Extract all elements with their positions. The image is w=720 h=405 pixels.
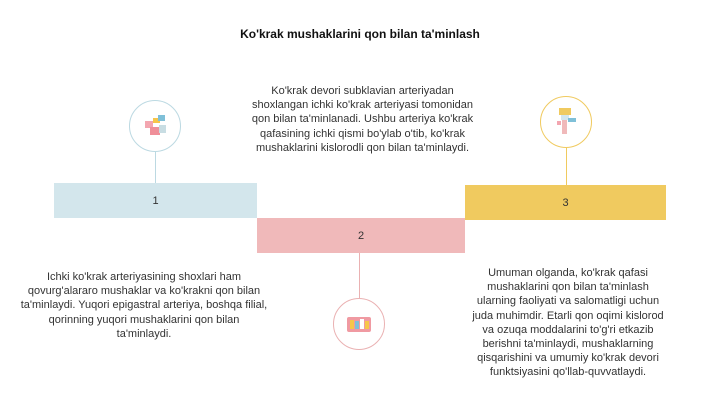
step-2-description: Ko'krak devori subklavian arteriyadan shoxlangan ichki ko'krak arteriyasi tomonidan qon bilan ta'minlanadi. Ushbu arteriya ko'krak qafasining ichki qismi bo'ylab o'tib, ko'krak mushaklarini kislorodli qon bilan ta'minlaydi. xyxy=(251,85,474,154)
step-1-icon-circle xyxy=(129,100,181,152)
step-1-number: 1 xyxy=(152,194,159,207)
connector-line-3 xyxy=(566,148,568,185)
connector-line-1 xyxy=(155,152,157,183)
toolbox-icon xyxy=(334,299,384,349)
diagram-title: Ko'krak mushaklarini qon bilan ta'minlash xyxy=(240,27,480,41)
timeline-step-1 xyxy=(54,183,257,218)
step-3-icon-circle xyxy=(540,96,592,148)
connector-line-2 xyxy=(359,253,361,298)
step-3-description: Umuman olganda, ko'krak qafasi mushaklarini qon bilan ta'minlash ularning faoliyati va salomatligi uchun juda muhimdir. Etarli qon oqimi kislorod va ozuqa moddalarini to'g'ri etkazib berishni ta'minlaydi, mushaklarning qisqarishini va umumiy ko'krak devori funktsiyasini qo'llab-quvvatlaydi. xyxy=(472,267,664,379)
roller-icon xyxy=(541,97,591,147)
step-2-number: 2 xyxy=(357,229,365,242)
step-3-number: 3 xyxy=(562,196,569,209)
timeline-step-3 xyxy=(465,185,666,220)
step-2-icon-circle xyxy=(333,298,385,350)
timeline-step-2 xyxy=(257,218,465,253)
blocks-icon xyxy=(130,101,180,151)
step-1-description: Ichki ko'krak arteriyasining shoxlari ham qovurg'alararo mushaklar va ko'kraknі qon bilan ta'minlaydi. Yuqori epigastral arteriya, boshqa filial, qorinning yuqori mushaklarini qon bilan ta'minlaydi. xyxy=(20,271,268,340)
